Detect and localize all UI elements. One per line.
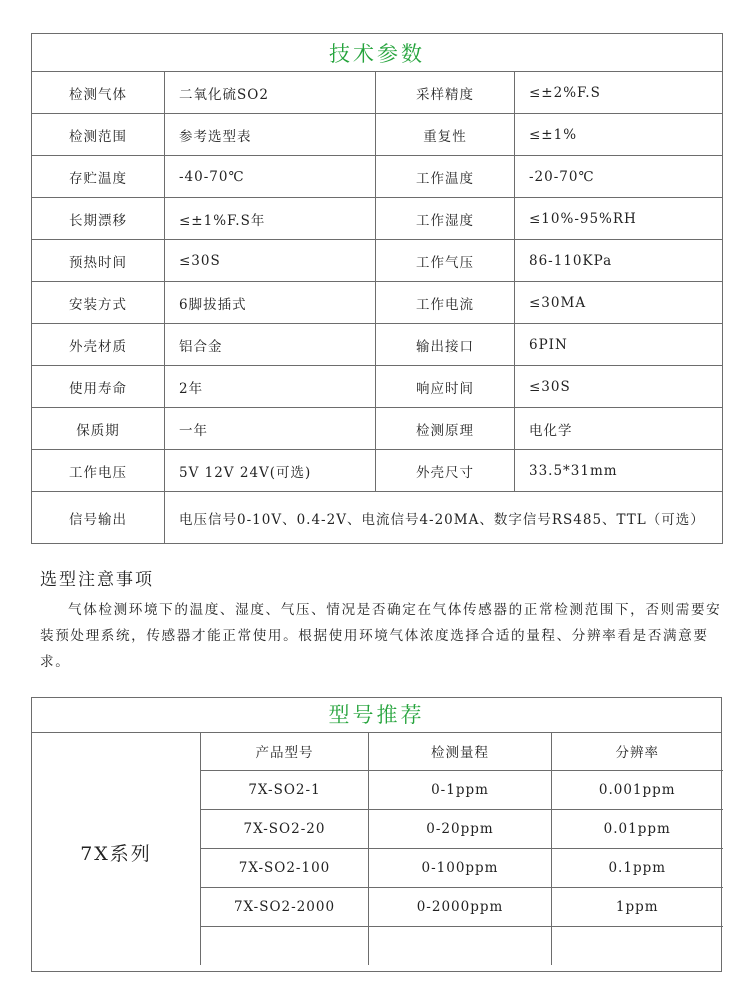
spec-row	[32, 408, 723, 450]
model-cell: 7X-SO2-100	[201, 849, 369, 888]
spec-value: ≤±2%F.S	[515, 72, 723, 114]
notes-section	[40, 565, 725, 675]
spec-label: 检测气体	[32, 72, 165, 114]
model-cell: 0.001ppm	[552, 771, 723, 810]
notes-body: 气体检测环境下的温度、湿度、气压、情况是否确定在气体传感器的正常检测范围下，否则需要安装预处理系统，传感器才能正常使用。根据使用环境气体浓度选择合适的量程、分辨率看是否满意要求。	[40, 602, 722, 670]
spec-row	[32, 198, 723, 240]
spec-row	[32, 240, 723, 282]
spec-value: 86-110KPa	[515, 240, 723, 282]
model-cell	[369, 927, 552, 966]
spec-value: ≤±1%	[515, 114, 723, 156]
signal-label: 信号输出	[32, 492, 165, 544]
column-header: 产品型号	[201, 732, 369, 771]
spec-value: 二氧化硫SO2	[165, 72, 376, 114]
spec-value: ≤30S	[165, 240, 376, 282]
spec-row	[32, 324, 723, 366]
spec-row-signal	[32, 492, 723, 544]
spec-row	[32, 282, 723, 324]
model-cell: 0.1ppm	[552, 849, 723, 888]
spec-label: 存贮温度	[32, 156, 165, 198]
model-cell: 0-100ppm	[369, 849, 552, 888]
spec-label: 工作温度	[376, 156, 515, 198]
spec-label: 重复性	[376, 114, 515, 156]
spec-value: 一年	[165, 408, 376, 450]
model-cell: 7X-SO2-2000	[201, 888, 369, 927]
spec-value: 6PIN	[515, 324, 723, 366]
model-header-row	[201, 732, 723, 771]
spec-value: -40-70℃	[165, 156, 376, 198]
model-cell: 7X-SO2-1	[201, 771, 369, 810]
spec-value: 电化学	[515, 408, 723, 450]
spec-label: 检测范围	[32, 114, 165, 156]
spec-row	[32, 156, 723, 198]
spec-label: 检测原理	[376, 408, 515, 450]
model-row	[201, 849, 723, 888]
column-header: 分辨率	[552, 732, 723, 771]
model-cell: 1ppm	[552, 888, 723, 927]
column-header: 检测量程	[369, 732, 552, 771]
spec-value: 2年	[165, 366, 376, 408]
model-title: 型号推荐	[32, 698, 721, 733]
spec-label: 外壳材质	[32, 324, 165, 366]
spec-label: 预热时间	[32, 240, 165, 282]
spec-label: 工作湿度	[376, 198, 515, 240]
notes-title: 选型注意事项	[40, 570, 154, 590]
spec-label: 响应时间	[376, 366, 515, 408]
spec-label: 工作气压	[376, 240, 515, 282]
model-cell: 0-1ppm	[369, 771, 552, 810]
model-row	[201, 888, 723, 927]
model-row	[201, 810, 723, 849]
spec-row	[32, 72, 723, 114]
spec-value: ≤±1%F.S年	[165, 198, 376, 240]
spec-row	[32, 450, 723, 492]
spec-label: 输出接口	[376, 324, 515, 366]
spec-row	[32, 366, 723, 408]
model-cell	[552, 927, 723, 966]
model-cell: 0-20ppm	[369, 810, 552, 849]
model-row	[201, 771, 723, 810]
spec-label: 长期漂移	[32, 198, 165, 240]
spec-label: 安装方式	[32, 282, 165, 324]
spec-value: ≤30MA	[515, 282, 723, 324]
spec-label: 使用寿命	[32, 366, 165, 408]
spec-value: 参考选型表	[165, 114, 376, 156]
series-label: 7X系列	[80, 842, 152, 865]
model-cell: 7X-SO2-20	[201, 810, 369, 849]
spec-value: ≤30S	[515, 366, 723, 408]
spec-value: ≤10%-95%RH	[515, 198, 723, 240]
signal-value: 电压信号0-10V、0.4-2V、电流信号4-20MA、数字信号RS485、TTL（可选）	[165, 492, 723, 544]
model-cell	[201, 927, 369, 966]
model-table	[200, 732, 723, 965]
spec-row	[32, 114, 723, 156]
spec-value: 33.5*31mm	[515, 450, 723, 492]
model-cell: 0.01ppm	[552, 810, 723, 849]
spec-table	[31, 33, 723, 544]
spec-title: 技术参数	[32, 34, 723, 72]
spec-label: 工作电压	[32, 450, 165, 492]
spec-value: 铝合金	[165, 324, 376, 366]
spec-label: 采样精度	[376, 72, 515, 114]
spec-label: 保质期	[32, 408, 165, 450]
spec-label: 外壳尺寸	[376, 450, 515, 492]
spec-label: 工作电流	[376, 282, 515, 324]
spec-value: 6脚拔插式	[165, 282, 376, 324]
model-cell: 0-2000ppm	[369, 888, 552, 927]
model-recommendation	[31, 697, 722, 972]
spec-value: 5V 12V 24V(可选)	[165, 450, 376, 492]
model-row-empty	[201, 927, 723, 966]
spec-value: -20-70℃	[515, 156, 723, 198]
